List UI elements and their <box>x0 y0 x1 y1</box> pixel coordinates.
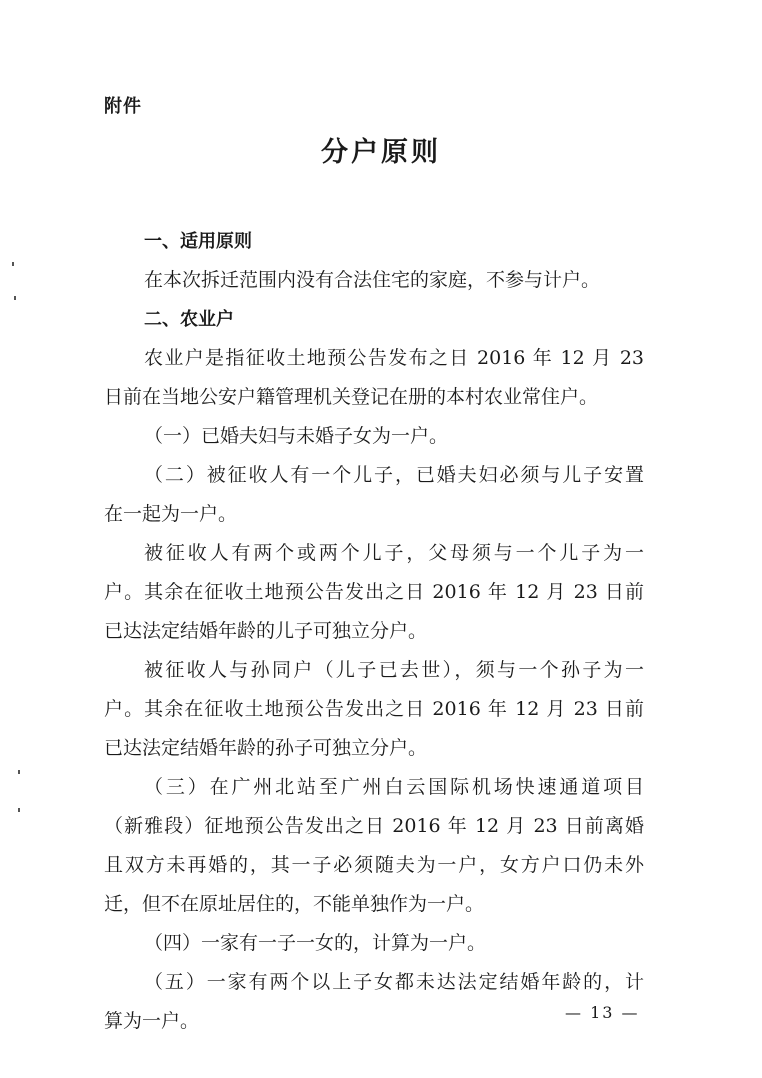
paragraph-line: 被征收人有两个或两个儿子，父母须与一个儿子为一 <box>144 542 644 564</box>
section-heading: 一、适用原则 <box>144 231 252 252</box>
paragraph-line: （五）一家有两个以上子女都未达法定结婚年龄的，计 <box>144 971 644 993</box>
document-title: 分户原则 <box>321 137 441 168</box>
paragraph-line: 迁，但不在原址居住的，不能单独作为一户。 <box>104 893 485 915</box>
paragraph-line: （三）在广州北站至广州白云国际机场快速通道项目 <box>144 776 644 798</box>
paragraph-line: 户。其余在征收土地预公告发出之日 2016 年 12 月 23 日前 <box>104 698 644 720</box>
paragraph-line: 日前在当地公安户籍管理机关登记在册的本村农业常住户。 <box>104 386 599 408</box>
paragraph-line: 被征收人与孙同户（儿子已去世），须与一个孙子为一 <box>144 659 644 681</box>
section-heading: 二、农业户 <box>144 309 234 330</box>
paragraph-line: 在一起为一户。 <box>104 503 238 525</box>
paragraph-line: 户。其余在征收土地预公告发出之日 2016 年 12 月 23 日前 <box>104 581 644 603</box>
scan-mark <box>14 296 16 300</box>
scan-mark <box>18 770 20 774</box>
paragraph-line: （一）已婚夫妇与未婚子女为一户。 <box>144 425 449 447</box>
page-number: — 13 — <box>565 1003 640 1022</box>
paragraph-line: （四）一家有一子一女的，计算为一户。 <box>144 932 487 954</box>
scan-mark <box>18 808 20 812</box>
paragraph-line: 且双方未再婚的，其一子必须随夫为一户，女方户口仍未外 <box>104 854 644 876</box>
attachment-label: 附件 <box>104 96 142 117</box>
paragraph-line: 已达法定结婚年龄的孙子可独立分户。 <box>104 737 428 759</box>
paragraph-line: （二）被征收人有一个儿子，已婚夫妇必须与儿子安置 <box>144 464 644 486</box>
paragraph-line: （新雅段）征地预公告发出之日 2016 年 12 月 23 日前离婚 <box>104 815 644 837</box>
paragraph-line: 农业户是指征收土地预公告发布之日 2016 年 12 月 23 <box>144 347 644 369</box>
scan-mark <box>12 262 14 266</box>
document-body <box>104 222 644 1041</box>
paragraph-line: 算为一户。 <box>104 1010 200 1032</box>
paragraph-line: 在本次拆迁范围内没有合法住宅的家庭，不参与计户。 <box>144 269 601 291</box>
paragraph-line: 已达法定结婚年龄的儿子可独立分户。 <box>104 620 428 642</box>
